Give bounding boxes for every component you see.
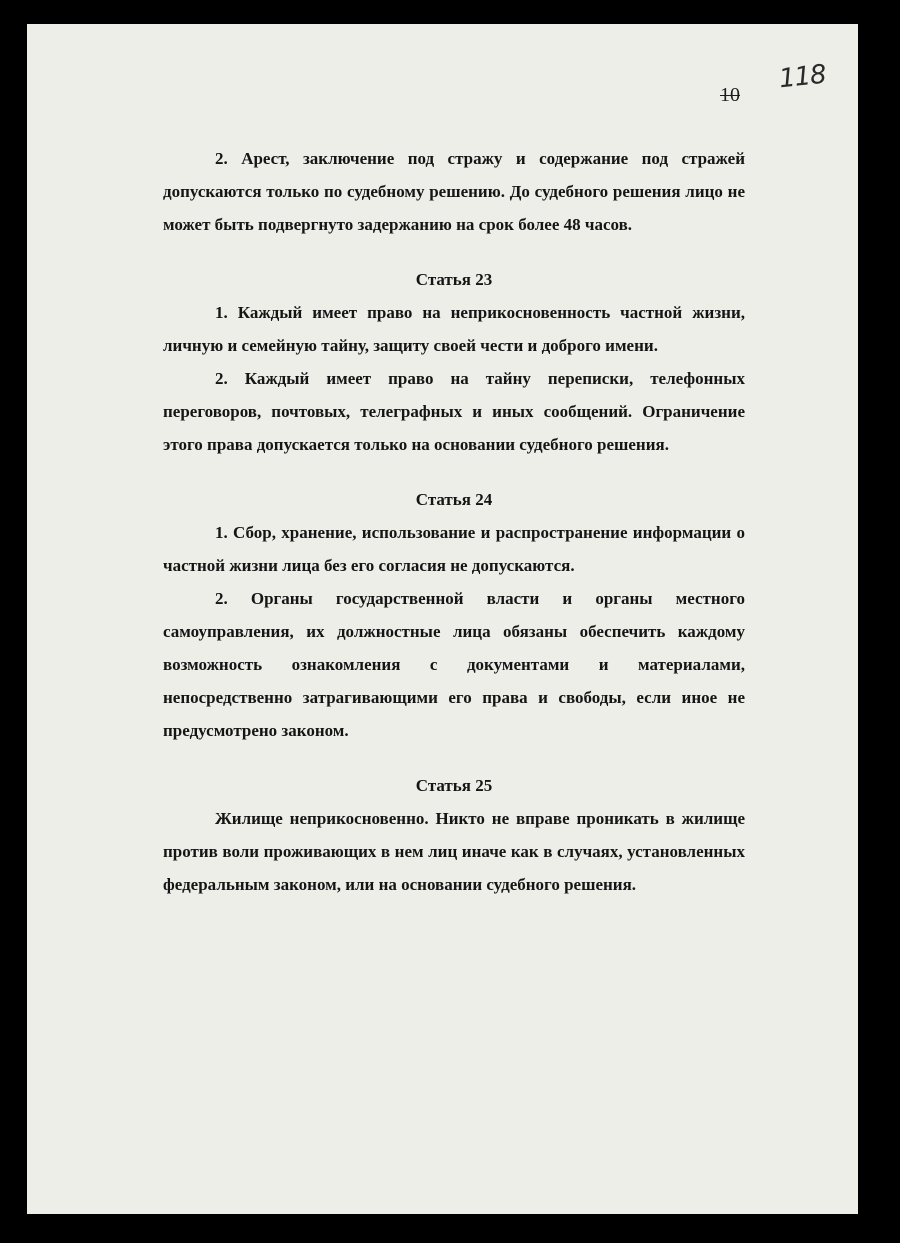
paragraph-article-24-part-2: 2. Органы государственной власти и органы местного самоуправления, их должностные лица обязаны обеспечить каждому возможность ознакомления с документами и материалами, непосредственно затрагивающими его права и свободы, если иное не предусмотрено законом. <box>163 589 745 740</box>
handwritten-archive-number: 118 <box>777 59 828 95</box>
paragraph-article-22-part-2: 2. Арест, заключение под стражу и содержание под стражей допускаются только по судебному решению. До судебного решения лицо не может быть подвергнуто задержанию на срок более 48 часов. <box>163 149 745 234</box>
heading-article-25: Статья 25 <box>415 776 493 795</box>
document-body <box>163 142 745 901</box>
paragraph-article-25: Жилище неприкосновенно. Никто не вправе проникать в жилище против воли проживающих в нем лиц иначе как в случаях, установленных федеральным законом, или на основании судебного решения. <box>163 809 745 894</box>
heading-article-23: Статья 23 <box>415 270 493 289</box>
paragraph-article-24-part-1: 1. Сбор, хранение, использование и распространение информации о частной жизни лица без его согласия не допускаются. <box>163 523 745 575</box>
paragraph-article-23-part-2: 2. Каждый имеет право на тайну переписки, телефонных переговоров, почтовых, телеграфных и иных сообщений. Ограничение этого права допускается только на основании судебного решения. <box>163 369 745 454</box>
page-number: 10 <box>720 84 740 106</box>
heading-article-24: Статья 24 <box>415 490 493 509</box>
paragraph-article-23-part-1: 1. Каждый имеет право на неприкосновенность частной жизни, личную и семейную тайну, защиту своей чести и доброго имени. <box>163 303 745 355</box>
document-page <box>27 24 858 1214</box>
